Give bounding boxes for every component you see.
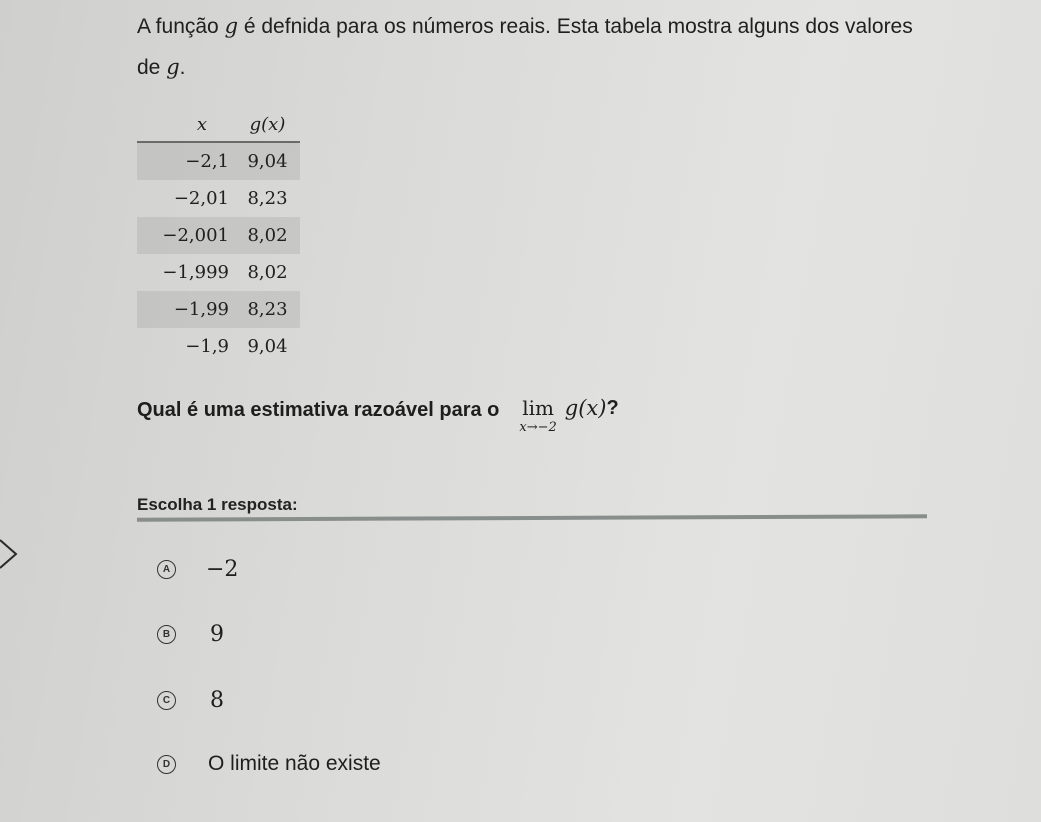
option-badge-a: A [157,560,176,579]
limit-word: lim [522,396,554,420]
cell-x: −1,9 [185,336,229,357]
cell-gx: 9,04 [235,142,300,180]
header-gx: g(x) [235,107,300,142]
option-badge-c: C [157,691,176,710]
option-text-d: O limite não existe [208,752,381,775]
intro-text-3: . [179,56,186,79]
header-x: x [137,107,235,142]
cell-x: −2,1 [137,142,235,180]
cell-gx: 8,02 [247,262,288,283]
option-c[interactable] [157,688,224,713]
option-text-a: −2 [206,557,239,582]
values-table [137,107,300,365]
limit-function: g(x) [564,396,607,420]
cell-gx: 8,23 [235,291,300,328]
option-badge-d: D [157,755,176,774]
option-text-c: 8 [210,688,224,713]
question [137,393,619,435]
table-row [137,217,300,254]
answer-prompt: Escolha 1 resposta: [137,495,298,514]
table-row [137,291,300,328]
table-row [137,254,300,291]
function-name: g [224,14,239,38]
chevron-right-icon[interactable] [0,534,24,574]
table-row [137,142,300,180]
option-a[interactable] [157,557,238,582]
question-text: Qual é uma estimativa razoável para o [137,399,500,421]
table-row [137,180,300,217]
option-badge-b: B [157,625,176,644]
problem-statement [137,6,937,88]
cell-gx: 8,23 [247,188,288,209]
option-d[interactable] [157,752,381,776]
question-mark: ? [606,397,619,419]
intro-text-1: A função [137,15,225,38]
cell-x: −2,01 [173,188,229,209]
limit-subscript: x→−2 [519,420,557,435]
table-row [137,328,300,365]
cell-x: −1,99 [137,291,235,328]
function-name-2: g [166,55,180,79]
cell-gx: 8,02 [235,217,300,254]
cell-x: −2,001 [137,217,235,254]
cell-x: −1,999 [162,262,229,283]
intro-text-2: é defnida para os números reais. Esta tabela mostra alguns dos valores de [137,15,913,79]
option-b[interactable] [157,622,224,647]
option-text-b: 9 [210,622,224,647]
divider [137,514,927,521]
limit-expression [519,396,556,435]
table-header-row [137,107,300,142]
cell-gx: 9,04 [247,336,288,357]
